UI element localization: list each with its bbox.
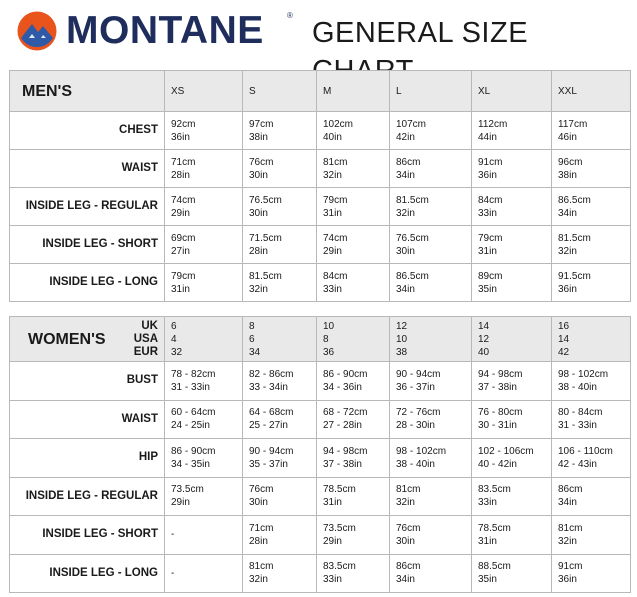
cell-value: 83.5cm (323, 561, 356, 573)
size-cell (472, 439, 552, 478)
size-cell (165, 439, 243, 478)
size-header (165, 317, 243, 362)
cell-value: 81cm (249, 561, 274, 573)
cell-value: 37 - 38in (478, 381, 517, 393)
row-label: INSIDE LEG - LONG (10, 264, 165, 302)
cell-value: 29in (323, 245, 342, 257)
cell-value: 78.5cm (323, 484, 356, 496)
cell-value: 31 - 33in (171, 381, 210, 393)
mens-size-table (9, 70, 631, 302)
cell-value: 33in (323, 283, 342, 295)
cell-value: 68 - 72cm (323, 407, 368, 419)
size-header (243, 317, 317, 362)
cell-value: 74cm (171, 194, 196, 206)
table-row (10, 362, 631, 401)
size-cell (552, 439, 631, 478)
cell-value: 69cm (171, 232, 196, 244)
cell-value: 36in (558, 574, 577, 586)
size-cell (317, 362, 390, 401)
cell-value: 34 - 36in (323, 381, 362, 393)
cell-value: 78.5cm (478, 522, 511, 534)
size-cell (243, 264, 317, 302)
cell-value: 32in (558, 535, 577, 547)
cell-value: 36 - 37in (396, 381, 435, 393)
cell-value: 42 - 43in (558, 458, 597, 470)
cell-value: 42in (396, 131, 415, 143)
size-cell (243, 226, 317, 264)
cell-value: 36in (558, 283, 577, 295)
cell-value: 25 - 27in (249, 420, 288, 432)
cell-value: 46in (558, 131, 577, 143)
size-cell (390, 112, 472, 150)
table-row (10, 226, 631, 264)
size-cell (243, 439, 317, 478)
size-cell (243, 516, 317, 555)
size-cell (165, 150, 243, 188)
cell-value: 81cm (323, 156, 348, 168)
size-cell (243, 362, 317, 401)
cell-value: 31in (171, 283, 190, 295)
size-cell (243, 112, 317, 150)
cell-value: 91cm (558, 561, 583, 573)
cell-value: 32in (396, 207, 415, 219)
size-header: S (243, 71, 317, 112)
size-cell (165, 226, 243, 264)
size-header: L (390, 71, 472, 112)
size-header (472, 317, 552, 362)
size-cell (317, 264, 390, 302)
row-label: CHEST (10, 112, 165, 150)
cell-value: 34in (396, 283, 415, 295)
cell-value: 64 - 68cm (249, 407, 294, 419)
size-header (552, 317, 631, 362)
cell-value: 71.5cm (249, 232, 282, 244)
size-cell (472, 554, 552, 593)
size-cell (552, 112, 631, 150)
cell-value: 79cm (323, 194, 348, 206)
womens-title: WOMEN'S (28, 330, 106, 348)
size-cell (165, 400, 243, 439)
cell-value: 89cm (478, 270, 503, 282)
cell-value: 30in (396, 245, 415, 257)
cell-value: 36in (478, 169, 497, 181)
region-label: USA (133, 332, 158, 345)
cell-value: 44in (478, 131, 497, 143)
row-label: HIP (10, 439, 165, 478)
cell-value: 32in (323, 169, 342, 181)
size-cell (552, 226, 631, 264)
cell-value: 31in (478, 535, 497, 547)
cell-value: 86 - 90cm (171, 445, 216, 457)
size-cell (317, 400, 390, 439)
mens-title: MEN'S (10, 71, 165, 112)
size-cell (165, 516, 243, 555)
cell-value: 106 - 110cm (558, 445, 613, 457)
cell-value: 72 - 76cm (396, 407, 441, 419)
cell-value: 78 - 82cm (171, 368, 216, 380)
row-label: INSIDE LEG - REGULAR (10, 477, 165, 516)
cell-value: 4 (171, 333, 177, 345)
row-label: INSIDE LEG - SHORT (10, 226, 165, 264)
size-cell (472, 188, 552, 226)
cell-value: 86cm (396, 156, 421, 168)
cell-value: 38in (249, 131, 268, 143)
cell-value: 14 (558, 333, 570, 345)
table-row (10, 516, 631, 555)
mens-header-row (10, 71, 631, 112)
cell-value: 30in (249, 497, 268, 509)
size-cell (552, 516, 631, 555)
size-cell (165, 112, 243, 150)
size-cell (390, 516, 472, 555)
size-cell (390, 264, 472, 302)
size-cell (243, 150, 317, 188)
cell-value: 91cm (478, 156, 503, 168)
cell-value: 94 - 98cm (478, 368, 523, 380)
row-label: INSIDE LEG - REGULAR (10, 188, 165, 226)
cell-value: 30in (396, 535, 415, 547)
size-header (390, 317, 472, 362)
cell-value: 81cm (558, 522, 583, 534)
cell-value: 112cm (478, 118, 508, 130)
size-cell (552, 264, 631, 302)
table-row (10, 477, 631, 516)
cell-value: 32in (396, 497, 415, 509)
cell-value: 34in (558, 497, 577, 509)
cell-value: 32in (558, 245, 577, 257)
row-label: INSIDE LEG - LONG (10, 554, 165, 593)
brand-name: MONTANE (66, 9, 264, 52)
cell-value: 82 - 86cm (249, 368, 294, 380)
cell-value: 30 - 31in (478, 420, 517, 432)
page-title: GENERAL SIZE (312, 17, 529, 49)
region-label: EUR (133, 345, 158, 358)
cell-value: 97cm (249, 118, 274, 130)
cell-value: 98 - 102cm (396, 445, 447, 457)
cell-value: 38 - 40in (396, 458, 435, 470)
cell-value: 6 (171, 320, 177, 332)
cell-value: 76 - 80cm (478, 407, 523, 419)
size-cell (165, 554, 243, 593)
size-cell (552, 554, 631, 593)
size-cell (472, 264, 552, 302)
cell-value: 81.5cm (249, 270, 282, 282)
size-cell (472, 150, 552, 188)
size-cell (243, 400, 317, 439)
cell-value: 12 (396, 320, 408, 332)
header (0, 0, 637, 62)
size-cell (165, 188, 243, 226)
size-cell (390, 439, 472, 478)
cell-value: 71cm (171, 156, 196, 168)
womens-header-row (10, 317, 631, 362)
size-cell (390, 362, 472, 401)
womens-size-table (9, 316, 631, 593)
cell-value: 60 - 64cm (171, 407, 216, 419)
cell-value: 30in (249, 169, 268, 181)
cell-value: 32 (171, 346, 183, 358)
cell-value: 81cm (396, 484, 421, 496)
cell-value: 117cm (558, 118, 588, 130)
cell-value: - (171, 529, 175, 541)
size-cell (552, 400, 631, 439)
table-row (10, 112, 631, 150)
cell-value: 91.5cm (558, 270, 591, 282)
cell-value: 29in (171, 207, 190, 219)
region-label: UK (141, 319, 158, 332)
cell-value: 36 (323, 346, 335, 358)
cell-value: 81.5cm (558, 232, 591, 244)
size-cell (390, 188, 472, 226)
cell-value: 86.5cm (396, 270, 429, 282)
cell-value: 92cm (171, 118, 196, 130)
table-row (10, 264, 631, 302)
cell-value: 90 - 94cm (249, 445, 294, 457)
cell-value: 73.5cm (323, 522, 356, 534)
cell-value: 34 (249, 346, 261, 358)
cell-value: 28in (249, 535, 268, 547)
cell-value: 31in (323, 207, 342, 219)
size-header: M (317, 71, 390, 112)
cell-value: 96cm (558, 156, 583, 168)
cell-value: 79cm (478, 232, 503, 244)
cell-value: 30in (249, 207, 268, 219)
cell-value: 36in (171, 131, 190, 143)
cell-value: 6 (249, 333, 255, 345)
cell-value: 34 - 35in (171, 458, 210, 470)
cell-value: 33in (478, 207, 497, 219)
cell-value: 27 - 28in (323, 420, 362, 432)
row-label: WAIST (10, 400, 165, 439)
cell-value: 31 - 33in (558, 420, 597, 432)
cell-value: 107cm (396, 118, 427, 130)
size-header: XXL (552, 71, 631, 112)
size-cell (472, 362, 552, 401)
cell-value: 76cm (249, 484, 274, 496)
table-row (10, 439, 631, 478)
cell-value: 28in (249, 245, 268, 257)
cell-value: 34in (396, 169, 415, 181)
cell-value: 38in (558, 169, 577, 181)
cell-value: 35in (478, 574, 497, 586)
cell-value: 10 (396, 333, 408, 345)
size-cell (243, 477, 317, 516)
cell-value: 71cm (249, 522, 274, 534)
cell-value: 8 (249, 320, 255, 332)
table-row (10, 188, 631, 226)
cell-value: 10 (323, 320, 335, 332)
cell-value: 35in (478, 283, 497, 295)
table-row (10, 400, 631, 439)
cell-value: 33in (323, 574, 342, 586)
size-cell (472, 477, 552, 516)
size-cell (317, 112, 390, 150)
cell-value: 28 - 30in (396, 420, 435, 432)
size-cell (472, 516, 552, 555)
cell-value: 40in (323, 131, 342, 143)
cell-value: 31in (323, 497, 342, 509)
size-cell (390, 226, 472, 264)
cell-value: 76cm (249, 156, 274, 168)
size-cell (552, 150, 631, 188)
size-cell (317, 188, 390, 226)
cell-value: 102 - 106cm (478, 445, 534, 457)
cell-value: 42 (558, 346, 570, 358)
size-cell (317, 554, 390, 593)
size-cell (317, 226, 390, 264)
size-header: XL (472, 71, 552, 112)
cell-value: 37 - 38in (323, 458, 362, 470)
row-label: INSIDE LEG - SHORT (10, 516, 165, 555)
size-cell (165, 477, 243, 516)
cell-value: 33 - 34in (249, 381, 288, 393)
size-cell (390, 150, 472, 188)
cell-value: 31in (478, 245, 497, 257)
registered-mark: ® (287, 11, 293, 20)
cell-value: 74cm (323, 232, 348, 244)
cell-value: 94 - 98cm (323, 445, 368, 457)
size-cell (390, 400, 472, 439)
cell-value: 38 - 40in (558, 381, 597, 393)
cell-value: 90 - 94cm (396, 368, 441, 380)
cell-value: 14 (478, 320, 490, 332)
cell-value: 73.5cm (171, 484, 204, 496)
size-cell (552, 362, 631, 401)
cell-value: 98 - 102cm (558, 368, 609, 380)
cell-value: 27in (171, 245, 190, 257)
region-labels (134, 320, 158, 359)
size-cell (317, 477, 390, 516)
cell-value: - (171, 567, 175, 579)
cell-value: 86cm (396, 561, 421, 573)
cell-value: 86 - 90cm (323, 368, 368, 380)
cell-value: 34in (396, 574, 415, 586)
size-header: XS (165, 71, 243, 112)
size-cell (552, 188, 631, 226)
cell-value: 32in (249, 283, 268, 295)
size-cell (165, 362, 243, 401)
size-cell (472, 226, 552, 264)
montane-logo-icon (17, 11, 57, 51)
row-label: WAIST (10, 150, 165, 188)
size-cell (243, 554, 317, 593)
cell-value: 34in (558, 207, 577, 219)
womens-title-cell (10, 317, 165, 362)
size-cell (317, 439, 390, 478)
cell-value: 29in (323, 535, 342, 547)
cell-value: 83.5cm (478, 484, 511, 496)
cell-value: 16 (558, 320, 570, 332)
cell-value: 32in (249, 574, 268, 586)
cell-value: 8 (323, 333, 329, 345)
cell-value: 40 - 42in (478, 458, 517, 470)
womens-title-group (22, 320, 158, 359)
cell-value: 88.5cm (478, 561, 511, 573)
cell-value: 24 - 25in (171, 420, 210, 432)
cell-value: 35 - 37in (249, 458, 288, 470)
size-cell (552, 477, 631, 516)
cell-value: 86.5cm (558, 194, 591, 206)
cell-value: 38 (396, 346, 408, 358)
cell-value: 79cm (171, 270, 196, 282)
size-cell (165, 264, 243, 302)
cell-value: 76.5cm (396, 232, 429, 244)
size-cell (243, 188, 317, 226)
cell-value: 12 (478, 333, 490, 345)
cell-value: 86cm (558, 484, 583, 496)
cell-value: 84cm (323, 270, 348, 282)
row-label: BUST (10, 362, 165, 401)
cell-value: 76cm (396, 522, 421, 534)
cell-value: 40 (478, 346, 490, 358)
cell-value: 81.5cm (396, 194, 429, 206)
table-row (10, 150, 631, 188)
size-cell (317, 516, 390, 555)
size-cell (390, 477, 472, 516)
cell-value: 102cm (323, 118, 354, 130)
cell-value: 76.5cm (249, 194, 282, 206)
cell-value: 29in (171, 497, 190, 509)
size-cell (472, 112, 552, 150)
table-row (10, 554, 631, 593)
size-cell (317, 150, 390, 188)
cell-value: 80 - 84cm (558, 407, 603, 419)
cell-value: 28in (171, 169, 190, 181)
cell-value: 84cm (478, 194, 503, 206)
size-header (317, 317, 390, 362)
size-cell (390, 554, 472, 593)
size-cell (472, 400, 552, 439)
cell-value: 33in (478, 497, 497, 509)
